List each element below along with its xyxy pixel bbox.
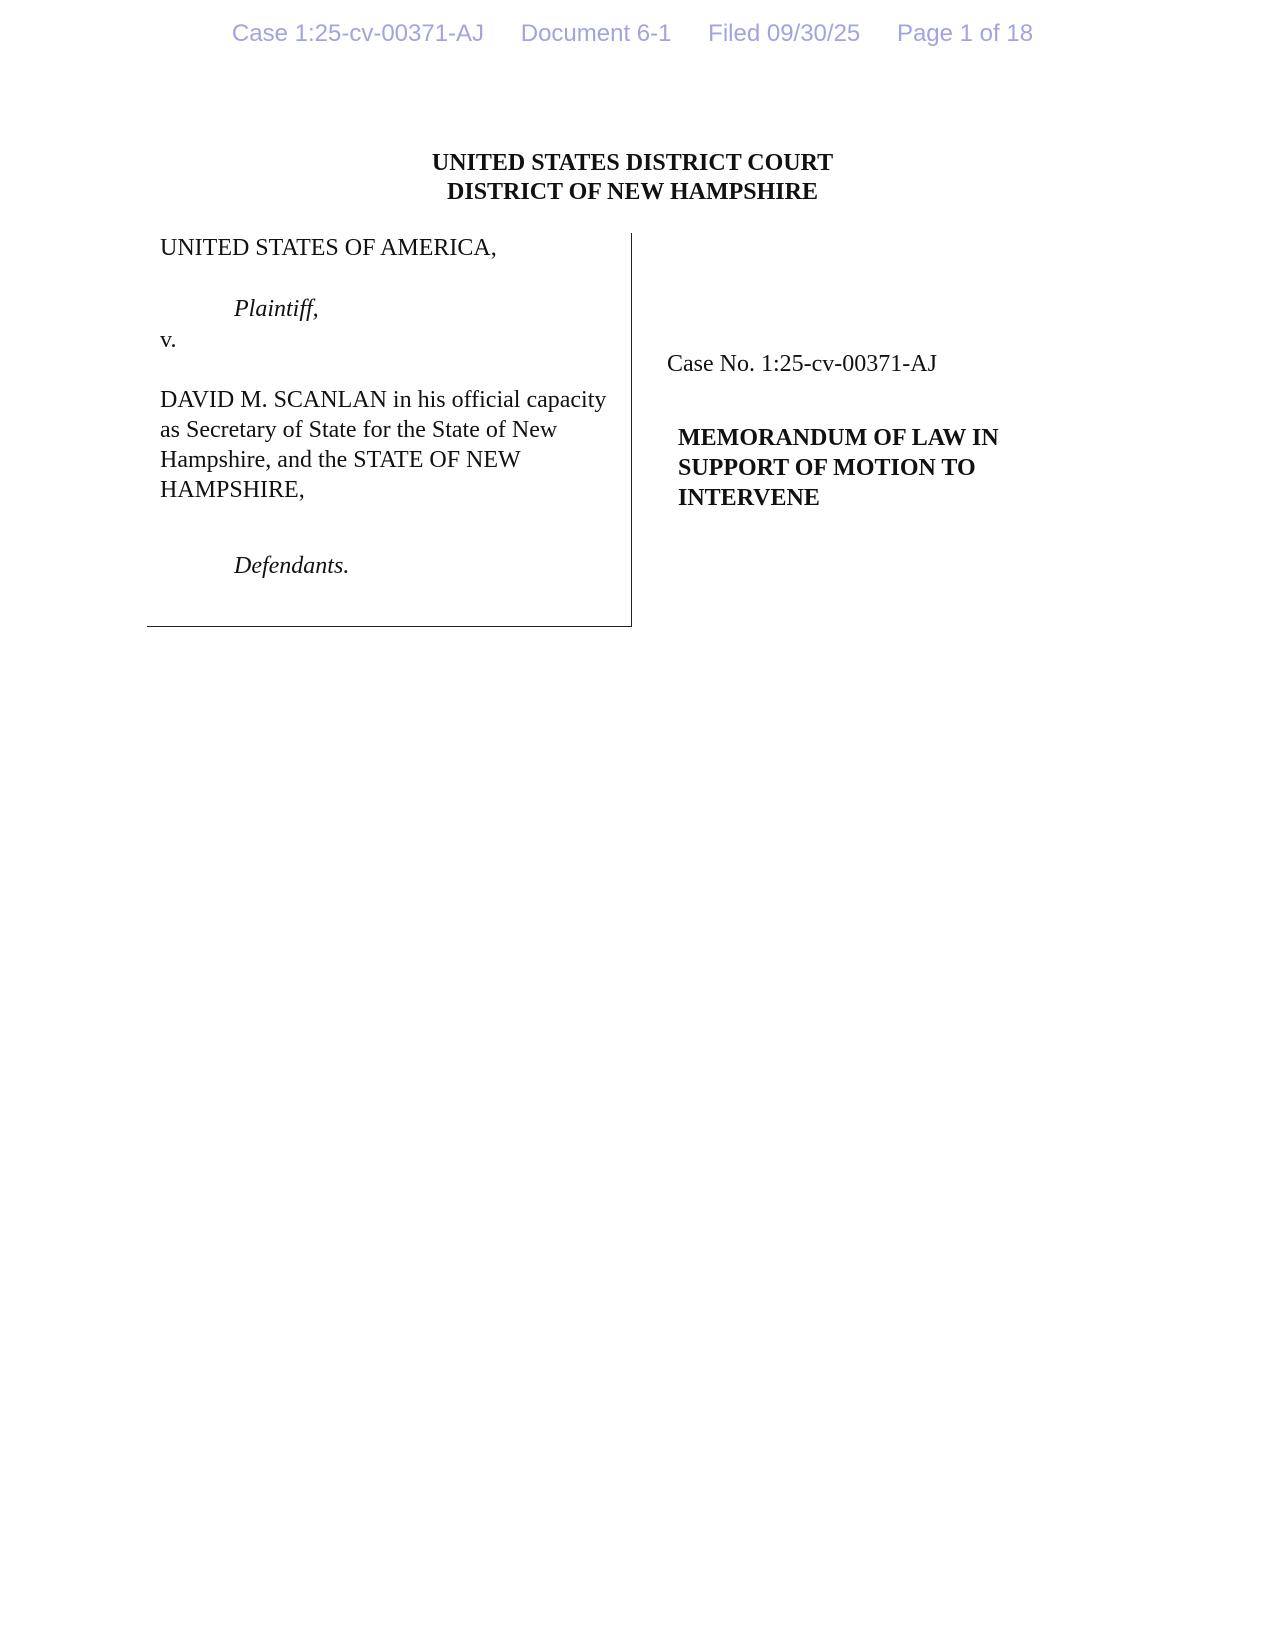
defendant-role: Defendants. bbox=[234, 553, 350, 579]
case-number: Case No. 1:25-cv-00371-AJ bbox=[667, 351, 937, 377]
ecf-case-number: Case 1:25-cv-00371-AJ bbox=[231, 20, 485, 47]
court-district: DISTRICT OF NEW HAMPSHIRE bbox=[447, 179, 818, 205]
versus-label: v. bbox=[160, 327, 177, 353]
ecf-page-count: Page 1 of 18 bbox=[896, 20, 1034, 47]
court-title bbox=[0, 149, 1265, 207]
court-name: UNITED STATES DISTRICT COURT bbox=[431, 150, 834, 176]
defendant-name: DAVID M. SCANLAN in his official capacity as Secretary of State for the State of New Hampshire, and the STATE OF NEW HAMPSHIRE, bbox=[160, 387, 607, 503]
plaintiff-role: Plaintiff, bbox=[234, 296, 319, 322]
case-caption-box bbox=[147, 233, 632, 627]
document-title: MEMORANDUM OF LAW IN SUPPORT OF MOTION TO INTERVENE bbox=[678, 425, 999, 511]
plaintiff-name: UNITED STATES OF AMERICA, bbox=[160, 235, 497, 261]
ecf-document-number: Document 6-1 bbox=[520, 20, 672, 47]
ecf-filed-date: Filed 09/30/25 bbox=[708, 20, 861, 47]
ecf-filing-header bbox=[0, 20, 1265, 48]
